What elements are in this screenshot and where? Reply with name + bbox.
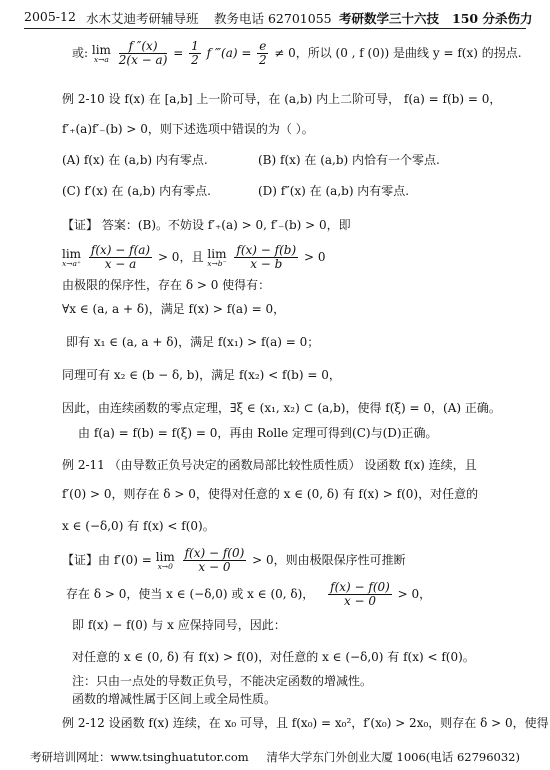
- limit-operator: lim x→0: [155, 549, 175, 571]
- x1-existence: 即有 x₁ ∈ (a, a + δ)，满足 f(x₁) > f(a) = 0；: [66, 335, 320, 349]
- fraction: $\frac{f ''(x)}{2(x - a)}$: [118, 39, 168, 67]
- proof-answer: 【证】 答案：(B)。不妨设 f′₊(a) > 0, f′₋(b) > 0，即: [62, 218, 351, 232]
- rolle-conclusion: 由 f(a) = f(b) = f(ξ) = 0，再由 Rolle 定理可得到(C)与(D)正确。: [78, 426, 438, 440]
- fraction: $\frac{f(x) - f(b)}{x - b}$: [236, 243, 297, 271]
- example-2-12: 例 2-12 设函数 f(x) 连续，在 x₀ 可导，且 f(x₀) = x₀²，f′(x₀) > 2x₀，则存在 δ > 0，使得: [62, 716, 549, 730]
- limit-operator: lim x→a: [91, 42, 111, 64]
- fraction: $\frac{f(x) - f(0)}{x - 0}$: [330, 580, 390, 608]
- footer-address: 清华大学东门外创业大厦 1006(电话 62796032): [266, 750, 520, 764]
- header-slogan: 150 分杀伤力: [452, 11, 533, 26]
- zero-theorem-conclusion: 因此，由连续函数的零点定理，∃ξ ∈ (x₁, x₂) ⊂ (a,b)，使得 f(ξ) = 0，(A) 正确。: [62, 401, 501, 415]
- limit-operator: lim x→b⁻: [207, 246, 227, 268]
- header-title: 考研数学三十六技: [339, 11, 440, 26]
- order-preserving-text: 由极限的保序性，存在 δ > 0 使得有：: [62, 278, 271, 292]
- example-2-11-end: x ∈ (−δ,0) 有 f(x) < f(0)。: [62, 519, 215, 533]
- header-phone: 教务电话 62701055: [214, 11, 332, 26]
- forall-statement: ∀x ∈ (a, a + δ)，满足 f(x) > f(a) = 0，: [62, 302, 286, 316]
- x2-existence: 同理可有 x₂ ∈ (b − δ, b)，满足 f(x₂) < f(b) = 0，: [62, 368, 341, 382]
- example-2-10-condition: f′₊(a)f′₋(b) > 0，则下述选项中错误的为（ ）。: [62, 122, 314, 136]
- page-footer: [0, 749, 550, 765]
- inflection-line: 或: lim x→a $\frac{f ''(x)}{2(x - a)}$ = $\frac{1}{2}$ f ‴(a) = $\frac{e}{2}$ ≠ 0，所以 (0 , f (0)) 是曲线 y = f(x) 的拐点.: [72, 39, 522, 67]
- fraction: $\frac{f(x) - f(0)}{x - 0}$: [184, 546, 245, 574]
- example-2-11-title: 例 2-11 （由导数正负号决定的函数局部比较性质性质） 设函数 f(x) 连续，且: [62, 458, 477, 472]
- header-course: 水木艾迪考研辅导班: [86, 11, 199, 26]
- final-conclusion: 对任意的 x ∈ (0, δ) 有 f(x) > f(0)，对任意的 x ∈ (−δ,0) 有 f(x) < f(0)。: [72, 650, 475, 664]
- fraction: $\frac{e}{2}$: [259, 39, 267, 67]
- proof-2-11: 【证】由 f′(0) = lim x→0 $\frac{f(x) - f(0)}{x - 0}$ > 0，则由极限保序性可推断: [62, 546, 406, 574]
- page-header: [24, 6, 533, 29]
- fraction: $\frac{f(x) - f(a)}{x - a}$: [90, 243, 151, 271]
- limit-operator: lim x→a⁺: [62, 246, 82, 268]
- delta-existence: 存在 δ > 0，使当 x ∈ (−δ,0) 或 x ∈ (0, δ)， $\frac{f(x) - f(0)}{x - 0}$ > 0，: [66, 580, 432, 608]
- fraction: $\frac{1}{2}$: [191, 39, 199, 67]
- option-d: (D) f″(x) 在 (a,b) 内有零点.: [258, 184, 410, 198]
- note-line-2: 函数的增减性属于区间上或全局性质。: [72, 692, 277, 706]
- option-b: (B) f(x) 在 (a,b) 内恰有一个零点.: [258, 153, 440, 167]
- same-sign-text: 即 f(x) − f(0) 与 x 应保持同号，因此：: [72, 618, 286, 632]
- note-line-1: 注：只由一点处的导数正负号，不能决定函数的增减性。: [72, 674, 373, 688]
- example-2-11-condition: f′(0) > 0，则存在 δ > 0，使得对任意的 x ∈ (0, δ) 有 f(x) > f(0)，对任意的: [62, 487, 479, 501]
- one-sided-limits: lim x→a⁺ $\frac{f(x) - f(a)}{x - a}$ > 0，且 lim x→b⁻ $\frac{f(x) - f(b)}{x - b}$ > 0: [62, 243, 326, 271]
- option-a: (A) f(x) 在 (a,b) 内有零点.: [62, 153, 208, 167]
- footer-website: 考研培训网址：www.tsinghuatutor.com: [30, 750, 249, 764]
- header-date: 2005-12: [24, 9, 76, 24]
- line-label: 或:: [72, 46, 89, 60]
- option-c: (C) f′(x) 在 (a,b) 内有零点.: [62, 184, 211, 198]
- example-2-10-statement: 例 2-10 设 f(x) 在 [a,b] 上一阶可导，在 (a,b) 内上二阶可导， f(a) = f(b) = 0，: [62, 92, 502, 106]
